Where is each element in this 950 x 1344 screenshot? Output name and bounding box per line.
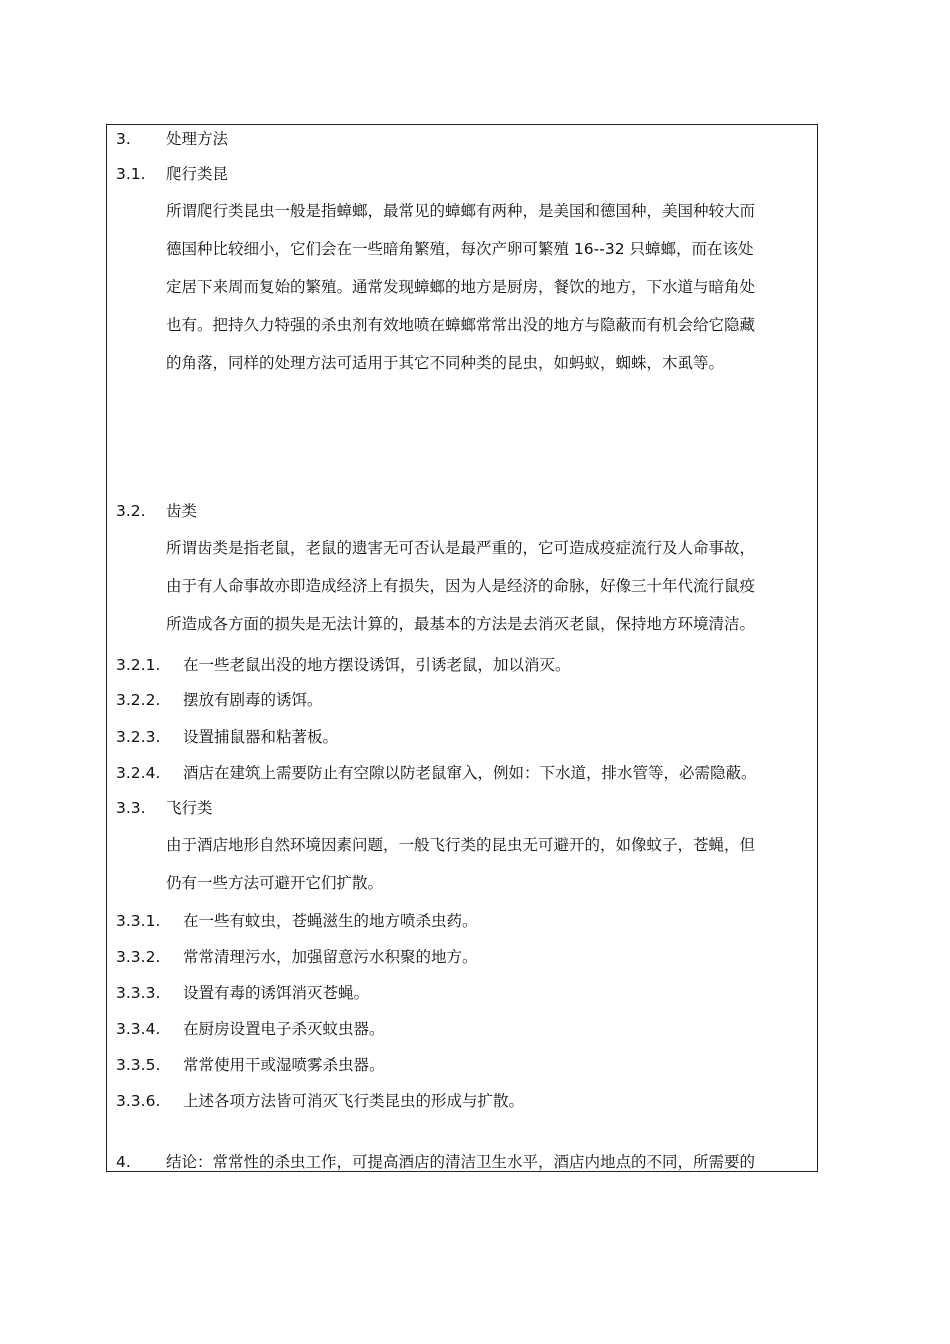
paragraph-line: 的角落，同样的处理方法可适用于其它不同种类的昆虫，如蚂蚁，蜘蛛，木虱等。 [166, 354, 725, 372]
item-3-2-3-number: 3.2.3. [116, 728, 161, 746]
paragraph-line: 所谓爬行类昆虫一般是指蟑螂，最常见的蟑螂有两种，是美国和德国种，美国种较大而 [166, 202, 756, 220]
item-3-3-5-number: 3.3.5. [116, 1056, 161, 1074]
paragraph-line: 由于酒店地形自然环境因素问题，一般飞行类的昆虫无可避开的，如像蚊子，苍蝇，但 [166, 836, 756, 854]
section-3-2-number: 3.2. [116, 502, 146, 520]
section-3-3-paragraph [166, 826, 808, 902]
section-4-number: 4. [116, 1153, 131, 1171]
item-3-3-3-text: 设置有毒的诱饵消灭苍蝇。 [183, 984, 370, 1002]
item-3-2-4-number: 3.2.4. [116, 764, 161, 782]
section-3-number: 3. [116, 130, 131, 148]
item-3-3-6-number: 3.3.6. [116, 1092, 161, 1110]
item-3-2-2-text: 摆放有剧毒的诱饵。 [183, 691, 323, 709]
paragraph-line: 定居下来周而复始的繁殖。通常发现蟑螂的地方是厨房，餐饮的地方，下水道与暗角处 [166, 278, 756, 296]
section-3-2-title: 齿类 [166, 502, 198, 520]
section-3-1-number: 3.1. [116, 165, 146, 183]
item-3-3-6-text: 上述各项方法皆可消灭飞行类昆虫的形成与扩散。 [183, 1092, 525, 1110]
paragraph-line: 由于有人命事故亦即造成经济上有损失，因为人是经济的命脉，好像三十年代流行鼠疫 [166, 577, 756, 595]
item-3-3-2-text: 常常清理污水，加强留意污水积聚的地方。 [183, 948, 478, 966]
section-3-2-paragraph [166, 529, 808, 643]
section-3-title: 处理方法 [166, 130, 229, 148]
item-3-3-1-number: 3.3.1. [116, 912, 161, 930]
item-3-2-4-text: 酒店在建筑上需要防止有空隙以防老鼠窜入，例如：下水道，排水管等，必需隐蔽。 [183, 764, 757, 782]
item-3-3-5-text: 常常使用干或湿喷雾杀虫器。 [183, 1056, 385, 1074]
paragraph-line: 所造成各方面的损失是无法计算的，最基本的方法是去消灭老鼠，保持地方环境清洁。 [166, 615, 756, 633]
item-3-2-3-text: 设置捕鼠器和粘著板。 [183, 728, 339, 746]
item-3-3-1-text: 在一些有蚊虫，苍蝇滋生的地方喷杀虫药。 [183, 912, 478, 930]
section-3-1-paragraph [166, 192, 808, 382]
section-3-1-title: 爬行类昆 [166, 165, 229, 183]
item-3-3-4-number: 3.3.4. [116, 1020, 161, 1038]
item-3-2-1-number: 3.2.1. [116, 656, 161, 674]
item-3-2-2-number: 3.2.2. [116, 691, 161, 709]
section-3-3-title: 飞行类 [166, 799, 213, 817]
section-3-3-number: 3.3. [116, 799, 146, 817]
paragraph-line: 所谓齿类是指老鼠，老鼠的遗害无可否认是最严重的，它可造成疫症流行及人命事故， [166, 539, 756, 557]
item-3-3-2-number: 3.3.2. [116, 948, 161, 966]
item-3-3-3-number: 3.3.3. [116, 984, 161, 1002]
paragraph-line: 仍有一些方法可避开它们扩散。 [166, 874, 384, 892]
paragraph-line: 也有。把持久力特强的杀虫剂有效地喷在蟑螂常常出没的地方与隐蔽而有机会给它隐藏 [166, 316, 756, 334]
item-3-3-4-text: 在厨房设置电子杀灭蚊虫器。 [183, 1020, 385, 1038]
item-3-2-1-text: 在一些老鼠出没的地方摆设诱饵，引诱老鼠，加以消灭。 [183, 656, 571, 674]
paragraph-line: 德国种比较细小，它们会在一些暗角繁殖，每次产卵可繁殖 16--32 只蟑螂，而在该处 [166, 240, 754, 258]
section-4-conclusion: 结论：常常性的杀虫工作，可提高酒店的清洁卫生水平，酒店内地点的不同，所需要的 [166, 1153, 756, 1171]
